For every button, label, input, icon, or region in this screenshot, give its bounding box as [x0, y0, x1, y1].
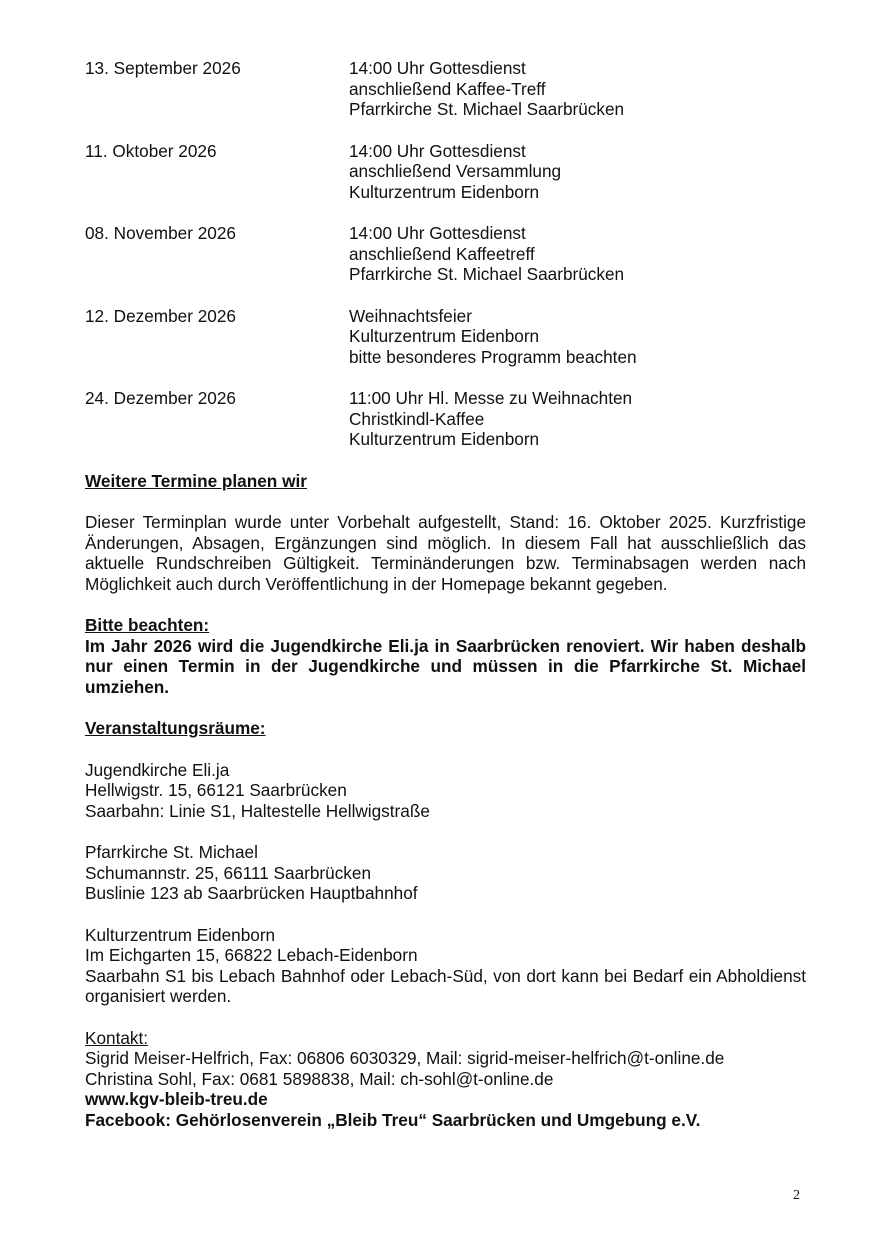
event-description	[349, 58, 806, 120]
event-date: 13. September 2026	[85, 58, 241, 78]
event-description	[349, 141, 806, 203]
event-line: bitte besonderes Programm beachten	[349, 346, 637, 367]
event-line: anschließend Versammlung	[349, 161, 562, 181]
event-description	[349, 223, 806, 285]
notice-heading: Bitte beachten:	[85, 615, 210, 635]
event-line: Christkindl-Kaffee	[349, 408, 485, 429]
event-date: 11. Oktober 2026	[85, 140, 217, 161]
event-line: Kulturzentrum Eidenborn	[349, 429, 540, 449]
contact-section	[85, 1028, 806, 1131]
venue-transport: Buslinie 123 ab Saarbrücken Hauptbahnhof	[85, 883, 418, 903]
event-description	[349, 388, 806, 450]
venue-block	[85, 760, 806, 822]
event-line: anschließend Kaffeetreff	[349, 243, 535, 264]
event-row	[85, 388, 806, 450]
venue-transport: Saarbahn S1 bis Lebach Bahnhof oder Lebach-Süd, von dort kann bei Bedarf ein Abholdienst organisiert werden.	[85, 965, 806, 1006]
disclaimer-paragraph: Dieser Terminplan wurde unter Vorbehalt aufgestellt, Stand: 16. Oktober 2025. Kurzfristige Änderungen, Absagen, Ergänzungen sind möglich. In diesem Fall hat ausschließlich das aktuelle Rundschreiben Gültigkeit. Terminänderungen bzw. Terminabsagen werden nach Möglichkeit auch durch Veröffentlichung in der Homepage bekannt gegeben.	[85, 512, 806, 594]
facebook-line: Facebook: Gehörlosenverein „Bleib Treu“ Saarbrücken und Umgebung e.V.	[85, 1109, 701, 1130]
event-line: 14:00 Uhr Gottesdienst	[349, 223, 526, 243]
event-description	[349, 306, 806, 368]
event-row	[85, 58, 806, 120]
venue-name: Pfarrkirche St. Michael	[85, 842, 258, 862]
venue-transport: Saarbahn: Linie S1, Haltestelle Hellwigstraße	[85, 800, 430, 821]
notice-section	[85, 615, 806, 697]
venues-heading: Veranstaltungsräume:	[85, 718, 266, 738]
website-link[interactable]: www.kgv-bleib-treu.de	[85, 1089, 268, 1109]
contact-heading: Kontakt:	[85, 1027, 149, 1048]
event-date: 12. Dezember 2026	[85, 305, 236, 326]
event-line: 11:00 Uhr Hl. Messe zu Weihnachten	[349, 388, 633, 408]
event-date: 24. Dezember 2026	[85, 388, 236, 408]
venue-name: Jugendkirche Eli.ja	[85, 759, 230, 780]
document-page	[85, 58, 806, 1130]
venue-block	[85, 842, 806, 904]
event-row	[85, 306, 806, 368]
contact-line: Christina Sohl, Fax: 0681 5898838, Mail: ch-sohl@t-online.de	[85, 1068, 554, 1089]
event-date: 08. November 2026	[85, 223, 236, 243]
contact-line: Sigrid Meiser-Helfrich, Fax: 06806 6030329, Mail: sigrid-meiser-helfrich@t-online.de	[85, 1048, 725, 1068]
event-line: Pfarrkirche St. Michael Saarbrücken	[349, 99, 625, 119]
event-line: Pfarrkirche St. Michael Saarbrücken	[349, 264, 625, 284]
event-row	[85, 223, 806, 285]
event-line: anschließend Kaffee-Treff	[349, 78, 546, 99]
venue-address: Hellwigstr. 15, 66121 Saarbrücken	[85, 780, 347, 800]
event-list	[85, 58, 806, 450]
event-line: Weihnachtsfeier	[349, 305, 472, 326]
page-number: 2	[793, 1188, 800, 1203]
venue-block	[85, 925, 806, 1007]
event-line: 14:00 Uhr Gottesdienst	[349, 58, 526, 78]
event-row	[85, 141, 806, 203]
venue-name: Kulturzentrum Eidenborn	[85, 924, 276, 945]
notice-text: Im Jahr 2026 wird die Jugendkirche Eli.ja in Saarbrücken renoviert. Wir haben deshalb nur einen Termin in der Jugendkirche und müssen in die Pfarrkirche St. Michael umziehen.	[85, 635, 806, 697]
event-line: Kulturzentrum Eidenborn	[349, 326, 540, 346]
event-line: 14:00 Uhr Gottesdienst	[349, 140, 526, 161]
venue-address: Schumannstr. 25, 66111 Saarbrücken	[85, 862, 371, 883]
event-line: Kulturzentrum Eidenborn	[349, 181, 540, 202]
more-dates-heading: Weitere Termine planen wir	[85, 470, 307, 491]
venue-address: Im Eichgarten 15, 66822 Lebach-Eidenborn	[85, 945, 418, 965]
